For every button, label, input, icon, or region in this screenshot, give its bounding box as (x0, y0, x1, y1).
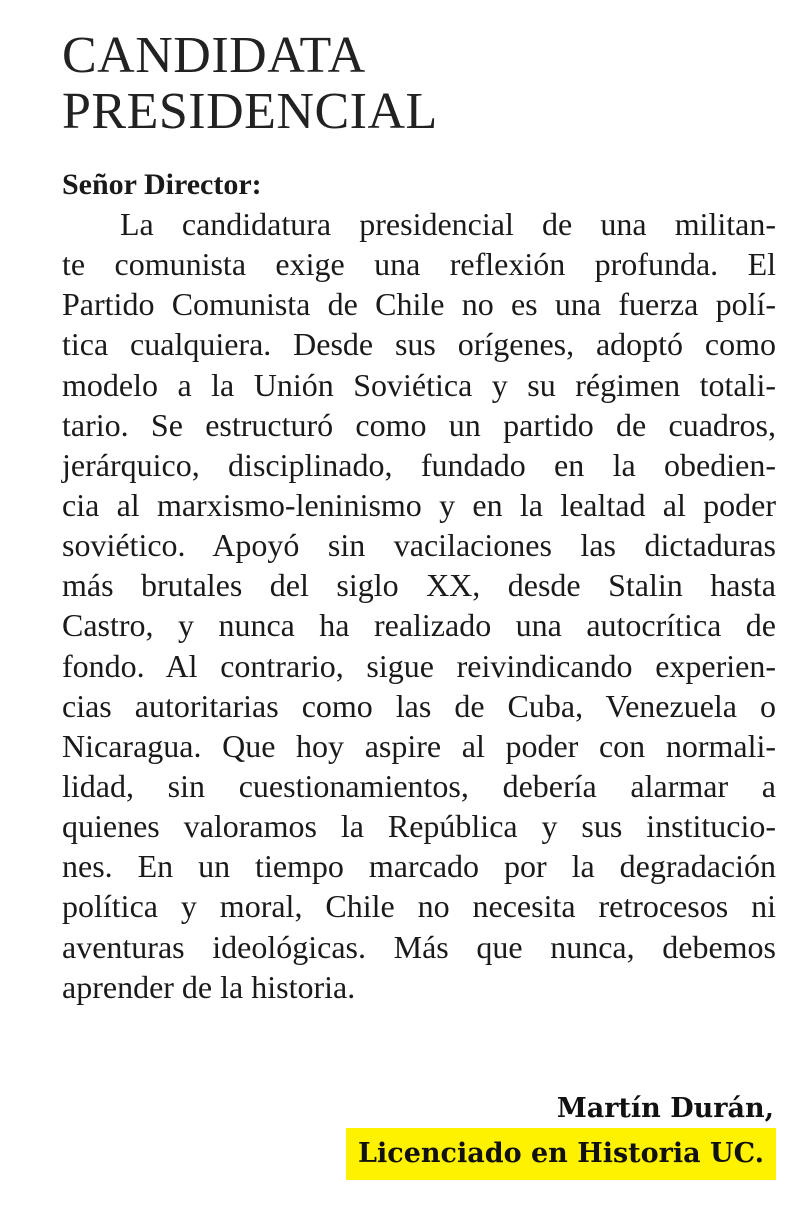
body-line: Nicaragua. Que hoy aspire al poder con normali- (62, 727, 776, 764)
body-line: te comunista exige una reflexión profunda. El (62, 246, 776, 283)
body-line: tario. Se estructuró como un partido de cuadros, (62, 406, 776, 443)
headline-line-1: CANDIDATA (62, 27, 366, 84)
body-line: tica cualquiera. Desde sus orígenes, adoptó como (62, 326, 776, 363)
body-line: soviético. Apoyó sin vacilaciones las dictaduras (62, 527, 776, 564)
body-line: La candidatura presidencial de una militan- (120, 206, 776, 242)
author-name: Martín Durán, (556, 1093, 774, 1124)
letter-body (62, 204, 776, 1007)
body-line: más brutales del siglo XX, desde Stalin hasta (62, 567, 776, 604)
headline-line-2: PRESIDENCIAL (62, 83, 438, 140)
body-line: cia al marxismo-leninismo y en la lealtad al poder (62, 486, 776, 523)
headline (62, 0, 776, 140)
body-line: quienes valoramos la República y sus institucio- (62, 808, 776, 845)
body-line: política y moral, Chile no necesita retrocesos ni (62, 888, 776, 925)
body-line: aprender de la historia. (62, 968, 356, 1005)
body-line: nes. En un tiempo marcado por la degradación (62, 848, 776, 885)
letter-to-editor (62, 0, 776, 1007)
author-title-highlighted: Licenciado en Historia UC. (346, 1128, 776, 1180)
body-line: fondo. Al contrario, sigue reivindicando experien- (62, 647, 776, 684)
body-line: Castro, y nunca ha realizado una autocrítica de (62, 607, 776, 644)
salutation: Señor Director: (62, 168, 262, 201)
signature-block (346, 1090, 776, 1180)
body-line: lidad, sin cuestionamientos, debería alarmar a (62, 767, 776, 804)
body-line: aventuras ideológicas. Más que nunca, debemos (62, 928, 776, 965)
body-line: cias autoritarias como las de Cuba, Venezuela o (62, 687, 776, 724)
body-line: jerárquico, disciplinado, fundado en la obedien- (62, 446, 776, 483)
body-line: Partido Comunista de Chile no es una fuerza polí- (62, 286, 776, 323)
body-line: modelo a la Unión Soviética y su régimen totali- (62, 366, 776, 403)
